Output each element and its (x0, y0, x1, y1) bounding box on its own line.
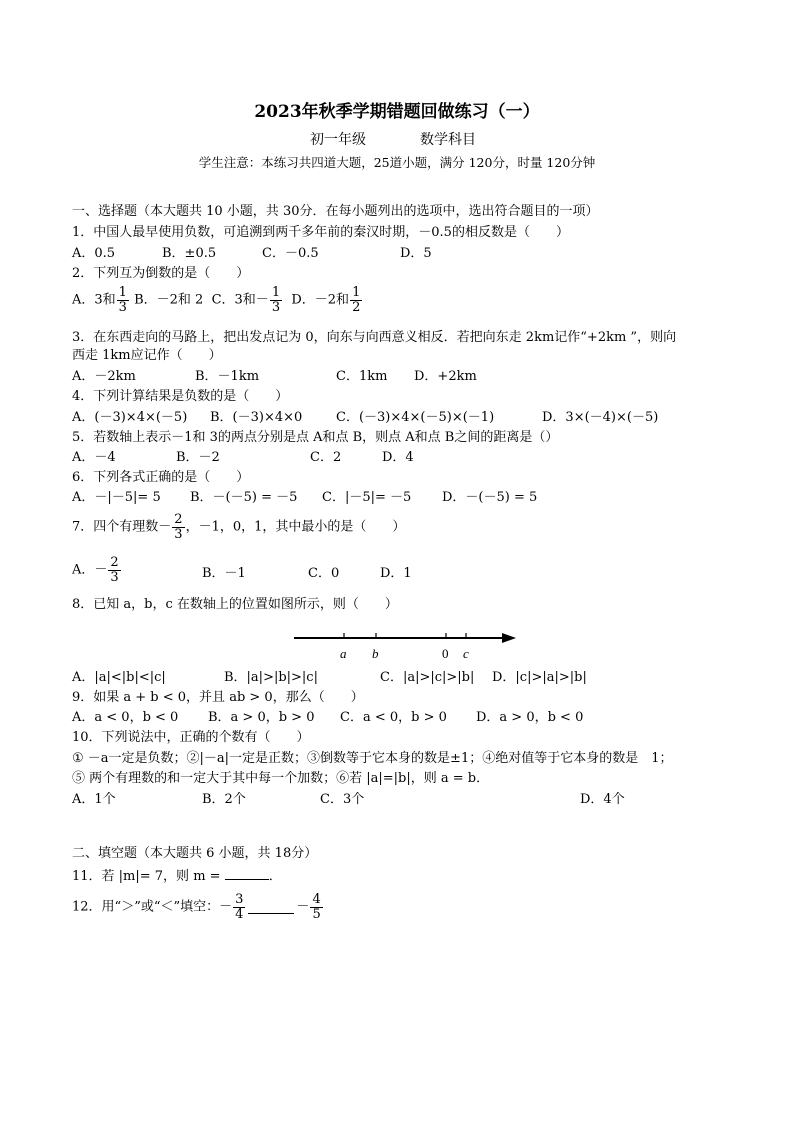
axis-label-a: a (340, 646, 347, 661)
numerator: 1 (271, 285, 281, 300)
question-9-option-b: B．a > 0，b > 0 (208, 710, 315, 725)
student-notice: 学生注意：本练习共四道大题，25道小题，满分 120分，时量 120分钟 (198, 155, 596, 170)
fraction (172, 513, 184, 541)
subject-label: 数学科目 (420, 132, 476, 148)
fraction (270, 286, 282, 314)
question-6-stem: 6．下列各式正确的是（ ） (72, 470, 250, 485)
section-heading-fill-in: 二、填空题（本大题共 6 小题，共 18分） (72, 846, 318, 861)
denominator: 3 (271, 299, 281, 315)
axis-label-b: b (372, 646, 379, 661)
question-9-stem: 9．如果 a + b < 0，并且 ab > 0，那么（ ） (72, 690, 364, 705)
question-7-option-a-prefix: A．－ (72, 562, 108, 578)
question-12-text: 12．用“＞”或“＜”填空：－ (72, 899, 233, 915)
page-title: 2023年秋季学期错题回做练习（一） (254, 102, 540, 122)
question-8-option-b: B．|a|>|b|>|c| (224, 670, 318, 685)
numerator: 2 (174, 512, 183, 527)
question-3-stem-line1: 3．在东西走向的马路上，把出发点记为 0，向东与向西意义相反．若把向东走 2km记作“+2km ”，则向 (72, 330, 677, 345)
question-3-option-b: B．－1km (195, 369, 260, 384)
minus-sign: － (296, 899, 310, 915)
denominator: 3 (174, 526, 183, 542)
denominator: 5 (312, 906, 321, 922)
fraction (310, 893, 322, 921)
question-2-options (72, 286, 363, 314)
question-7-stem (72, 513, 405, 541)
fraction (350, 286, 362, 314)
question-8-stem: 8．已知 a，b，c 在数轴上的位置如图所示，则（ ） (72, 597, 398, 612)
question-1-option-d: D．5 (400, 246, 432, 261)
question-7-option-b: B．－1 (202, 566, 246, 581)
question-9-option-d: D．a > 0，b < 0 (476, 710, 584, 725)
question-11-end: ． (268, 869, 282, 884)
question-2-option-b: B．－2和 2 (134, 292, 204, 308)
question-7-option-c: C．0 (308, 566, 340, 581)
question-5-stem: 5．若数轴上表示－1和 3的两点分别是点 A和点 B，则点 A和点 B之间的距离是（） (72, 430, 559, 445)
question-4-stem: 4．下列计算结果是负数的是（ ） (72, 389, 289, 404)
question-3-option-d: D．+2km (414, 369, 477, 384)
axis-label-zero: 0 (442, 646, 449, 661)
question-8-option-c: C．|a|>|c|>|b| (380, 670, 475, 685)
numerator: 3 (235, 892, 244, 907)
grade-label: 初一年级 (310, 132, 366, 148)
question-10-option-c: C．3个 (320, 792, 365, 807)
question-2-stem: 2．下列互为倒数的是（ ） (72, 266, 250, 281)
question-6-option-b: B．－(－5) = －5 (190, 490, 298, 505)
question-7-option-a (72, 556, 122, 584)
fraction (117, 286, 129, 314)
answer-blank[interactable] (248, 901, 294, 914)
question-10-statements-line2: ⑤ 两个有理数的和一定大于其中每一个加数；⑥若 |a|=|b|，则 a = b． (72, 771, 490, 786)
question-1-stem: 1．中国人最早使用负数，可追溯到两千多年前的秦汉时期，－0.5的相反数是（ ） (72, 225, 569, 240)
question-10-option-b: B．2个 (202, 792, 246, 807)
numerator: 1 (118, 285, 127, 300)
question-5-option-d: D．4 (382, 450, 414, 465)
denominator: 3 (110, 569, 119, 585)
question-10-stem: 10．下列说法中，正确的个数有（ ） (72, 730, 310, 745)
question-7-stem-suffix: ，－1，0，1，其中最小的是（ ） (185, 519, 406, 535)
question-4-option-d: D．3×(－4)×(－5) (542, 410, 659, 425)
fraction (233, 893, 245, 921)
fraction (108, 556, 120, 584)
question-5-option-c: C．2 (310, 450, 342, 465)
question-1-option-c: C．－0.5 (262, 246, 319, 261)
question-2-option-d: D．－2和 (291, 292, 350, 308)
question-3-option-c: C．1km (336, 369, 388, 384)
question-10-option-a: A．1个 (72, 792, 116, 807)
question-1-option-a: A．0.5 (72, 246, 116, 261)
question-9-option-c: C．a < 0，b > 0 (340, 710, 447, 725)
question-5-option-b: B．－2 (176, 450, 220, 465)
question-3-stem-line2: 西走 1km应记作（ ） (72, 348, 222, 363)
denominator: 2 (352, 299, 361, 315)
question-1-option-b: B．±0.5 (162, 246, 217, 261)
question-3-option-a: A．－2km (72, 369, 136, 384)
question-7-option-d: D．1 (380, 566, 412, 581)
question-11 (72, 867, 282, 885)
question-5-option-a: A．－4 (72, 450, 116, 465)
question-6-option-a: A．－|－5|= 5 (72, 490, 161, 505)
answer-blank[interactable] (225, 867, 269, 880)
question-12 (72, 893, 324, 921)
question-9-option-a: A．a < 0，b < 0 (72, 710, 179, 725)
question-11-text: 11．若 |m|= 7，则 m = (72, 869, 221, 884)
question-6-option-c: C．|－5|= －5 (322, 490, 412, 505)
numerator: 2 (110, 555, 119, 570)
question-6-option-d: D．－(－5) = 5 (442, 490, 538, 505)
question-7-stem-prefix: 7．四个有理数－ (72, 519, 172, 535)
question-8-option-a: A．|a|<|b|<|c| (72, 670, 166, 685)
question-4-option-a: A．(－3)×4×(－5) (72, 410, 188, 425)
question-8-option-d: D．|c|>|a|>|b| (492, 670, 587, 685)
question-4-option-c: C．(－3)×4×(－5)×(－1) (336, 410, 495, 425)
number-line-figure (288, 624, 528, 666)
numerator: 4 (312, 892, 321, 907)
question-2-option-a: A．3和 (72, 292, 116, 308)
section-heading-choice: 一、选择题（本大题共 10 小题，共 30分．在每小题列出的选项中，选出符合题目的一项） (72, 204, 599, 219)
axis-label-c: c (463, 646, 469, 661)
question-2-option-c: C．3和－ (211, 292, 269, 308)
numerator: 1 (352, 285, 361, 300)
denominator: 3 (118, 299, 127, 315)
question-10-statements-line1: ① －a一定是负数；②|－a|一定是正数；③倒数等于它本身的数是±1；④绝对值等于它本身的数是 1； (72, 751, 673, 766)
denominator: 4 (235, 906, 244, 922)
question-10-option-d: D．4个 (580, 792, 625, 807)
question-4-option-b: B．(－3)×4×0 (210, 410, 303, 425)
number-line-arrow (502, 633, 516, 643)
